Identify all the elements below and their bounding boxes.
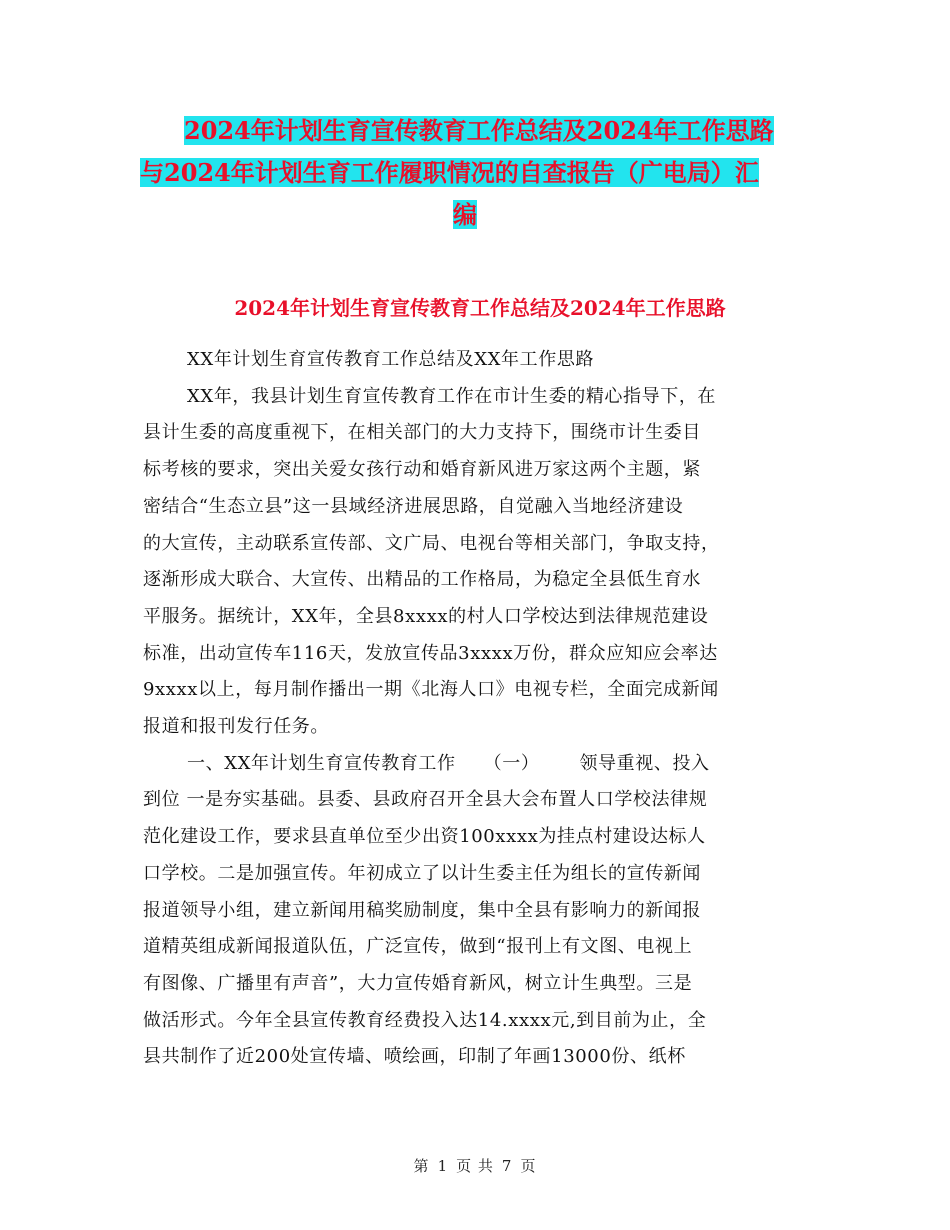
body-line: 范化建设工作，要求县直单位至少出资100xxxx为挂点村建设达标人: [143, 826, 706, 848]
section-sub-number: （一）: [483, 752, 540, 774]
body-line: 标考核的要求，突出关爱女孩行动和婚育新风进万家这两个主题，紧: [143, 459, 701, 481]
body-line: 道精英组成新闻报道队伍，广泛宣传，做到“报刊上有文图、电视上: [143, 936, 693, 958]
footer-suffix: 页: [520, 1157, 537, 1175]
title-line-2: 与2024年计划生育工作履职情况的自查报告（广电局）汇: [140, 158, 759, 187]
body-line: XX年计划生育宣传教育工作总结及XX年工作思路: [187, 349, 595, 370]
section-subtitle: 2024年计划生育宣传教育工作总结及2024年工作思路: [234, 296, 726, 320]
body-line: 9xxxx以上，每月制作播出一期《北海人口》电视专栏，全面完成新闻: [143, 679, 719, 701]
body-line: XX年，我县计划生育宣传教育工作在市计生委的精心指导下，在: [187, 385, 717, 407]
section-heading: 一、XX年计划生育宣传教育工作: [187, 752, 456, 774]
body-line: 的大宣传，主动联系宣传部、文广局、电视台等相关部门，争取支持，: [143, 532, 720, 554]
body-text: [143, 342, 823, 1076]
body-line: 报道领导小组，建立新闻用稿奖励制度，集中全县有影响力的新闻报: [143, 899, 701, 921]
body-line: 平服务。据统计，XX年，全县8xxxx的村人口学校达到法律规范建设: [143, 605, 709, 627]
body-line: 逐渐形成大联合、大宣传、出精品的工作格局，为稳定全县低生育水: [143, 569, 701, 591]
footer-mid: 页 共: [456, 1157, 494, 1175]
footer-total-pages: 7: [501, 1157, 513, 1175]
body-line: 到位 一是夯实基础。县委、县政府召开全县大会布置人口学校法律规: [143, 789, 708, 811]
page-footer: [0, 1155, 950, 1176]
body-line: 口学校。二是加强宣传。年初成立了以计生委主任为组长的宣传新闻: [143, 862, 701, 884]
body-line: 县共制作了近200处宣传墙、喷绘画，印制了年画13000份、纸杯: [143, 1046, 686, 1068]
document-title: [140, 110, 820, 236]
body-line: 有图像、广播里有声音”，大力宣传婚育新风，树立计生典型。三是: [143, 972, 693, 994]
footer-prefix: 第: [413, 1157, 430, 1175]
footer-page-number: 1: [437, 1157, 449, 1175]
body-line: 报道和报刊发行任务。: [143, 716, 329, 738]
body-line: 县计生委的高度重视下，在相关部门的大力支持下，围绕市计生委目: [143, 422, 701, 444]
body-line: 标准，出动宣传车116天，发放宣传品3xxxx万份，群众应知应会率达: [143, 642, 718, 664]
body-line: 密结合“生态立县”这一县域经济进展思路，自觉融入当地经济建设: [143, 495, 684, 517]
body-line: 做活形式。今年全县宣传教育经费投入达14.xxxx元,到目前为止，全: [143, 1009, 707, 1031]
section-heading-line: [143, 746, 823, 783]
title-line-1: 2024年计划生育宣传教育工作总结及2024年工作思路: [184, 116, 774, 145]
title-line-3: 编: [453, 200, 477, 229]
section-sub-text: 领导重视、投入: [579, 752, 710, 774]
